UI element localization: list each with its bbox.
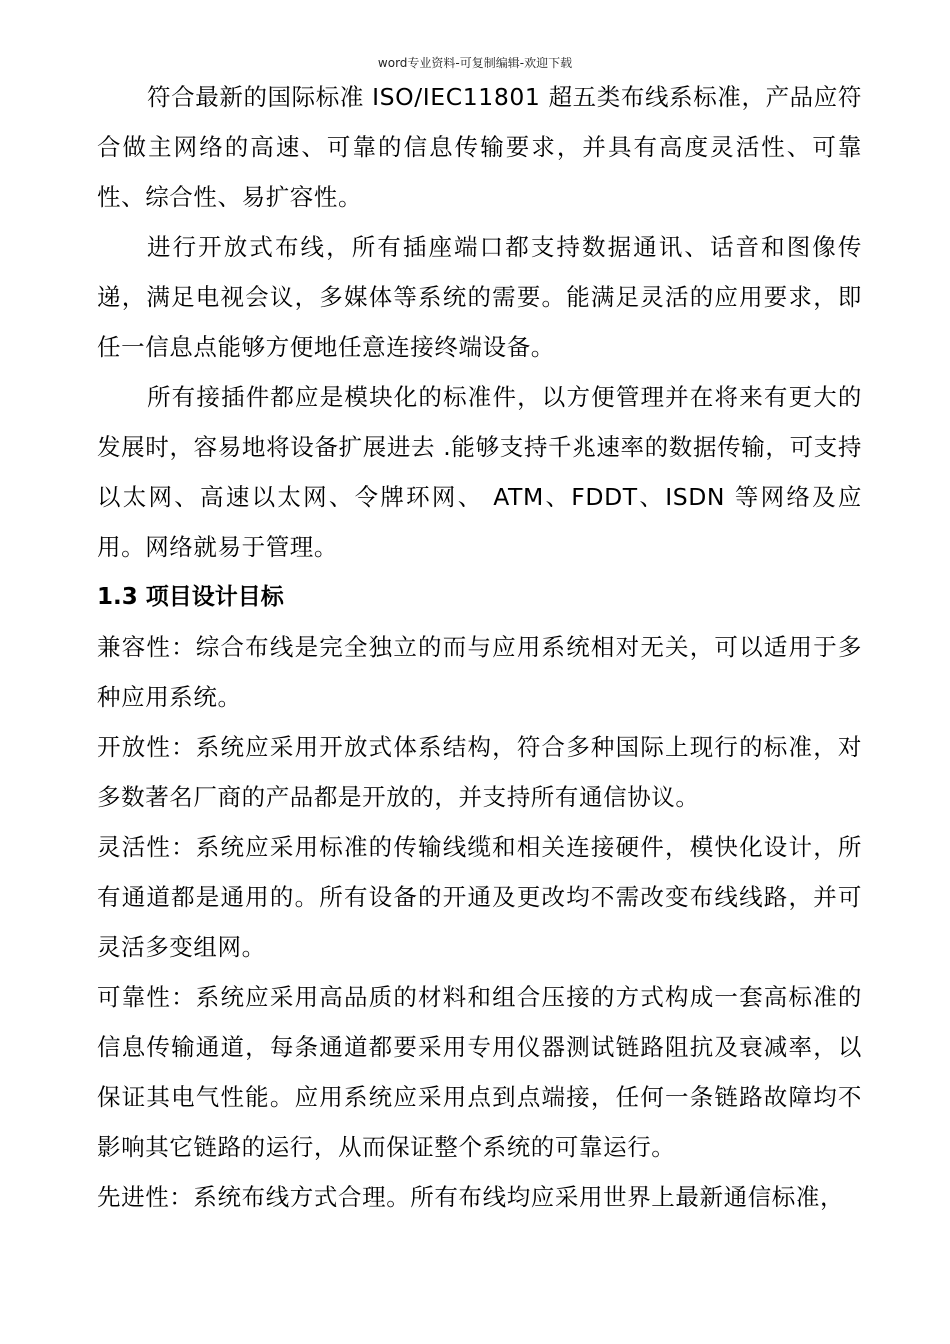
paragraph-openness: 开放性：系统应采用开放式体系结构，符合多种国际上现行的标准，对多数著名厂商的产品都是开放的，并支持所有通信协议。 [97, 733, 862, 811]
paragraph-flexibility: 灵活性：系统应采用标准的传输线缆和相关连接硬件，模快化设计，所有通道都是通用的。所有设备的开通及更改均不需改变布线线路，并可灵活多变组网。 [97, 833, 862, 961]
paragraph-open-cabling: 进行开放式布线，所有插座端口都支持数据通讯、话音和图像传递，满足电视会议，多媒体等系统的需要。能满足灵活的应用要求，即任一信息点能够方便地任意连接终端设备。 [97, 233, 862, 361]
paragraph-advancement: 先进性：系统布线方式合理。所有布线均应采用世界上最新通信标准， [97, 1183, 845, 1211]
section-heading: 1.3 项目设计目标 [97, 584, 284, 610]
document-body [97, 72, 862, 1222]
paragraph-standards: 符合最新的国际标准 ISO/IEC11801 超五类布线系标准，产品应符合做主网络的高速、可靠的信息传输要求，并具有高度灵活性、可靠性、综合性、易扩容性。 [97, 83, 862, 211]
paragraph-compatibility: 兼容性：综合布线是完全独立的而与应用系统相对无关，可以适用于多种应用系统。 [97, 633, 862, 711]
paragraph-modular: 所有接插件都应是模块化的标准件，以方便管理并在将来有更大的发展时，容易地将设备扩展进去 .能够支持千兆速率的数据传输，可支持以太网、高速以太网、令牌环网、 ATM、FDDT、ISDN 等网络及应用。网络就易于管理。 [97, 383, 862, 561]
page-header: word专业资料-可复制编辑-欢迎下载 [377, 56, 573, 70]
paragraph-reliability: 可靠性：系统应采用高品质的材料和组合压接的方式构成一套高标准的信息传输通道，每条通道都要采用专用仪器测试链路阻抗及衰减率，以保证其电气性能。应用系统应采用点到点端接，任何一条链路故障均不影响其它链路的运行，从而保证整个系统的可靠运行。 [97, 983, 862, 1161]
